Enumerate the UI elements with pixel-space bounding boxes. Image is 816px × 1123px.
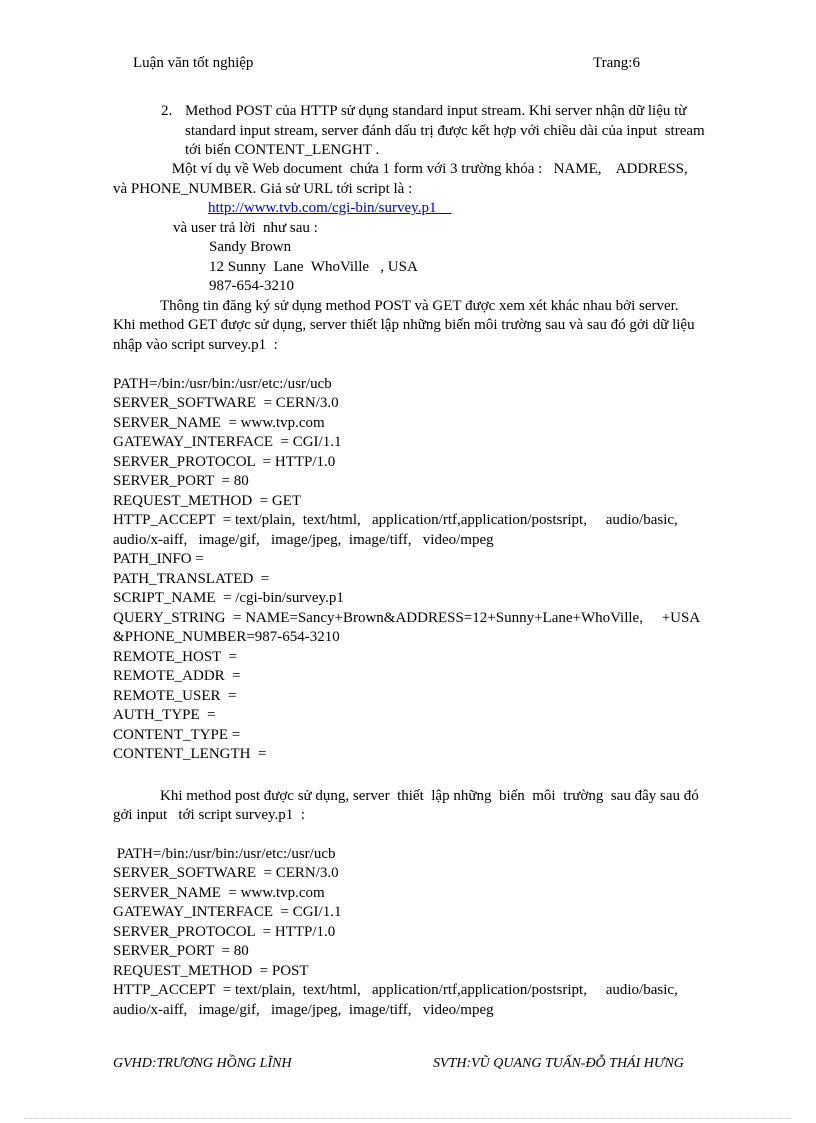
- get-env-line: REMOTE_HOST =: [113, 649, 238, 665]
- get-env-line: PATH=/bin:/usr/bin:/usr/etc:/usr/ucb: [113, 376, 332, 392]
- get-env-line: HTTP_ACCEPT = text/plain, text/html, application/rtf,application/postsript, audio/basic,: [113, 512, 678, 528]
- get-env-line: SERVER_PROTOCOL = HTTP/1.0: [113, 454, 336, 470]
- footer-advisor: GVHD:TRƯƠNG HỒNG LĨNH: [113, 1056, 292, 1071]
- item2-line-3: tới biến CONTENT_LENGHT .: [185, 142, 380, 158]
- get-para-line-2: Khi method GET được sử dụng, server thiết lập những biến môi trường sau và sau đó gởi dữ liệu: [113, 317, 695, 333]
- header-title: Luận văn tốt nghiệp: [133, 55, 254, 71]
- get-env-line: audio/x-aiff, image/gif, image/jpeg, image/tiff, video/mpeg: [113, 532, 494, 548]
- get-env-line: &PHONE_NUMBER=987-654-3210: [113, 629, 340, 645]
- reply-name: Sandy Brown: [209, 239, 292, 255]
- reply-address: 12 Sunny Lane WhoVille , USA: [209, 259, 418, 275]
- footer-students: SVTH:VŨ QUANG TUẤN-ĐỖ THÁI HƯNG: [433, 1056, 684, 1071]
- page-break-divider: [24, 1118, 792, 1119]
- get-env-line: CONTENT_TYPE =: [113, 727, 241, 743]
- get-env-line: CONTENT_LENGTH =: [113, 746, 267, 762]
- get-env-line: REMOTE_ADDR =: [113, 668, 241, 684]
- post-env-line: REQUEST_METHOD = POST: [113, 963, 309, 979]
- post-env-line: HTTP_ACCEPT = text/plain, text/html, application/rtf,application/postsript, audio/basic,: [113, 982, 678, 998]
- get-env-line: PATH_TRANSLATED =: [113, 571, 270, 587]
- get-env-line: QUERY_STRING = NAME=Sancy+Brown&ADDRESS=12+Sunny+Lane+WhoVille, +USA: [113, 610, 701, 626]
- get-env-line: AUTH_TYPE =: [113, 707, 216, 723]
- get-para-line-1: Thông tin đăng ký sử dụng method POST và GET được xem xét khác nhau bởi server.: [160, 298, 679, 314]
- item2-line-2: standard input stream, server đánh dấu trị được kết hợp với chiều dài của input stream: [185, 123, 705, 139]
- get-env-line: SCRIPT_NAME = /cgi-bin/survey.p1: [113, 590, 344, 606]
- get-env-line: SERVER_PORT = 80: [113, 473, 249, 489]
- post-env-line: GATEWAY_INTERFACE = CGI/1.1: [113, 904, 342, 920]
- post-para-line-1: Khi method post được sử dụng, server thiết lập những biến môi trường sau đây sau đó: [160, 788, 699, 804]
- post-env-line: SERVER_PROTOCOL = HTTP/1.0: [113, 924, 336, 940]
- get-env-line: GATEWAY_INTERFACE = CGI/1.1: [113, 434, 342, 450]
- reply-phone: 987-654-3210: [209, 278, 294, 294]
- example-line-2: và PHONE_NUMBER. Giả sử URL tới script là :: [113, 181, 413, 197]
- post-env-line: SERVER_NAME = www.tvp.com: [113, 885, 325, 901]
- post-env-line: PATH=/bin:/usr/bin:/usr/etc:/usr/ucb: [113, 846, 336, 862]
- get-env-line: REQUEST_METHOD = GET: [113, 493, 302, 509]
- post-para-line-2: gởi input tới script survey.p1 :: [113, 807, 305, 823]
- get-env-line: SERVER_SOFTWARE = CERN/3.0: [113, 395, 339, 411]
- get-para-line-3: nhập vào script survey.p1 :: [113, 337, 278, 353]
- item2-line-1: Method POST của HTTP sử dụng standard input stream. Khi server nhận dữ liệu từ: [185, 103, 687, 119]
- example-line-1: Một ví dụ về Web document chứa 1 form với 3 trường khóa : NAME, ADDRESS,: [168, 161, 688, 177]
- survey-url-link[interactable]: http://www.tvb.com/cgi-bin/survey.p1: [208, 200, 452, 216]
- page-number: Trang:6: [593, 55, 640, 71]
- post-env-line: SERVER_SOFTWARE = CERN/3.0: [113, 865, 339, 881]
- get-env-line: SERVER_NAME = www.tvp.com: [113, 415, 325, 431]
- reply-intro: và user trả lời như sau :: [173, 220, 318, 236]
- get-env-line: PATH_INFO =: [113, 551, 204, 567]
- post-env-line: SERVER_PORT = 80: [113, 943, 249, 959]
- get-env-line: REMOTE_USER =: [113, 688, 237, 704]
- list-number: 2.: [161, 103, 173, 119]
- post-env-line: audio/x-aiff, image/gif, image/jpeg, image/tiff, video/mpeg: [113, 1002, 494, 1018]
